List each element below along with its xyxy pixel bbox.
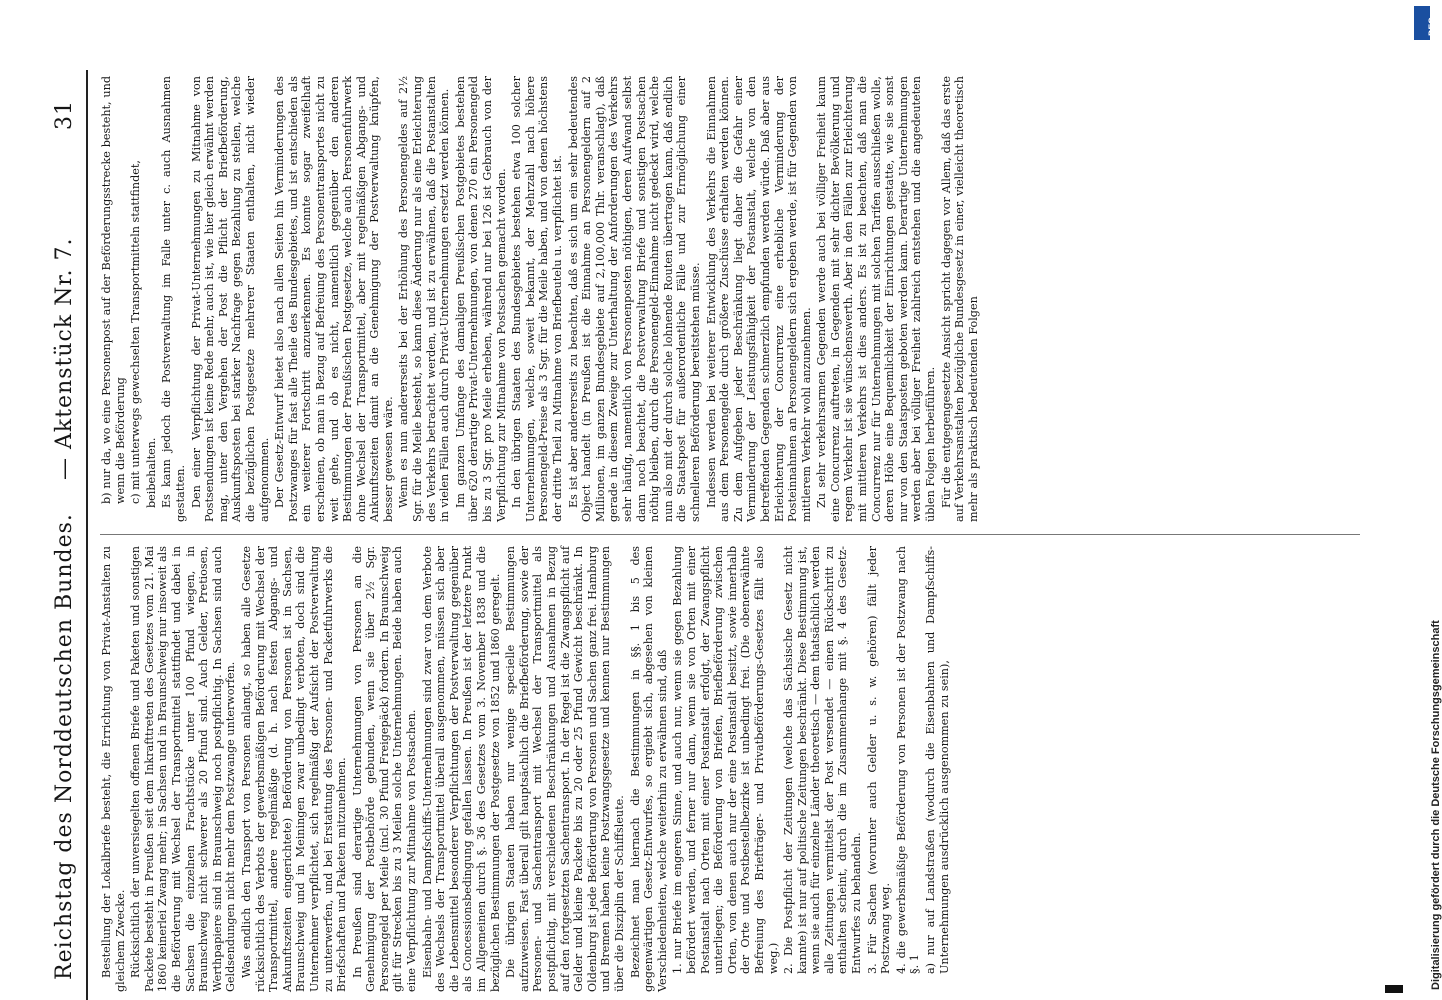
column-left-paragraph: 3. Für Sachen (worunter auch Gelder u. s. w. gehören) fällt jeder Postzwang weg. <box>865 546 893 974</box>
dfg-badge-text: DFG <box>1427 17 1437 36</box>
column-right-paragraph: c) mit unterwegs gewechselten Transportmitteln stattfindet, <box>129 160 143 504</box>
column-right-paragraph: Indessen werden bei weiterer Entwicklung des Verkehrs die Einnahmen aus dem Personengelde durch größere Zuschüsse erhalten werden können. Zu dem Aufgeben jeder Beschränkung liegt daher die Gefahr einer Verminderung der Leistungsfähigkeit der Postanstalt, welche von den betreffenden Gegenden schmerzlich empfunden werden würde. Daß aber aus Erleichterung der Concurrenz eine erhebliche Verminderung der Posteinnahmen an Personengeldern sich ergeben werde, ist für Gegenden von mittlerem Verkehr wohl anzunehmen. <box>704 76 813 522</box>
left-column <box>100 546 1360 992</box>
column-right-paragraph: Der Gesetz-Entwurf bietet also nach allen Seiten hin Verminderungen des Postzwanges für fast alle Theile des Bundesgebietes, und ist entschieden als ein weiterer Fortschritt anzuerkennen. Es konnte sogar zweifelhaft erscheinen, ob man in Bezug auf Befreiung des Personentransportes nicht zu weit gehe, und ob es nicht, namentlich gegenüber den anderen Bestimmungen der Preußischen Postgesetze, welche auch Personenfuhrwerk ohne Wechsel der Transportmittel, aber mit regelmäßigen Abgangs- und Ankunftszeiten damit an die Genehmigung der Postverwaltung knüpfen, besser gewesen wäre. <box>273 76 395 522</box>
column-left-paragraph: 2. Die Postpflicht der Zeitungen (welche das Sächsische Gesetz nicht kannte) ist nur auf politische Zeitungen beschränkt. Diese Bestimmung ist, wenn sie auch für einzelne Länder theoretisch — dem thatsächlich werden alle Zeitungen vermittelst der Post versendet — einen Rückschritt zu enthalten scheint, durch die im Zusammenhange mit §. 4 des Gesetz-Entwurfes zu behandeln. <box>782 546 864 974</box>
column-right-paragraph: Für die entgegengesetzte Ansicht spricht dagegen vor Allem, daß das erste auf Verkehrsanstalten bezügliche Bundesgesetz in einer, vielleicht theoretisch mehr als praktisch bedeutenden Folgen <box>939 76 980 522</box>
column-left-paragraph: In Preußen sind derartige Unternehmungen von Personen an die Genehmigung der Postbehörde gebunden, wenn sie über 2½ Sgr. Personengeld per Meile (incl. 30 Pfund Freigepäck) fordern. In Braunschweig gilt für Strecken bis zu 3 Meilen solche Unternehmungen. Beide haben auch eine Verpflichtung zur Mitnahme von Postsachen. <box>350 546 419 992</box>
column-left-paragraph: Was endlich den Transport von Personen anlangt, so haben alle Gesetze rücksichtlich des Verbots der gewerbsmäßigen Beförderung mit Wechsel der Transportmittel, andere regelmäßige (d. h. nach festen Abgangs- und Ankunftszeiten eingerichtete) Beförderung von Personen ist in Sachsen, Braunschweig und in Meiningen zwar unbedingt verboten, doch sind die Unternehmer verpflichtet, sich regelmäßig der Aufsicht der Postverwaltung zu unterwerfen, und bei Erstattung des Personen- und Packetfuhrwerks die Briefschaften und Paketen mitzunehmen. <box>239 546 349 992</box>
digitization-credit <box>1418 0 1442 1000</box>
column-right-paragraph: Es kann jedoch die Postverwaltung im Falle unter c. auch Ausnahmen gestatten. <box>160 76 187 522</box>
column-left-paragraph: Rücksichtlich der unversiegelten offenen Briefe und Paketen und sonstigen Packete besteht in Preußen seit dem Inkrafttreten des Gesetzes vom 21. Mai 1860 keinerlei Zwang mehr; in Sachsen und in Braunschweig nur insoweit als die Beförderung mit Wechsel der Transportmittel stattfindet und dabei in Sachsen die einzelnen Frachtstücke unter 100 Pfund wiegen, in Braunschweig nicht schwerer als 20 Pfund sind. Auch Gelder, Pretiosen, Werthpapiere sind in Braunschweig noch postpflichtig. In Sachsen sind auch Geldsendungen nicht mehr dem Postzwange unterworfen. <box>129 546 238 992</box>
column-right-paragraph: Im ganzen Umfange des damaligen Preußischen Postgebietes bestehen über 620 derartige Privat-Unternehmungen, von denen 270 ein Personengeld bis zu 3 Sgr. pro Meile erheben, während nur bei 126 ist Gebrauch von der Verpflichtung zur Mitnahme von Postsachen gemacht worden. <box>453 76 508 522</box>
right-column <box>100 76 1360 522</box>
ink-mark <box>1385 985 1403 993</box>
header-document-number: — Aktenstück Nr. 7. <box>52 237 77 480</box>
credit-text: Digitalisierung gefördert durch die Deutsche Forschungsgemeinschaft <box>1430 620 1442 990</box>
column-right-paragraph: Den einer Verpflichtung der Privat-Unternehmungen zu Mitnahme von Postsendungen ist keine Rede mehr, auch ist, wie hier gleich erwähnt werden mag, unter den Vergehen der Post die Pflicht der Briefbeförderung, Auskunftsposten bei starker Nachfrage gegen Bezahlung zu stellen, welche die bezüglichen Postgesetze mehrerer Staaten enthalten, nicht wieder aufgenommen. <box>189 76 271 522</box>
column-divider <box>100 534 1360 535</box>
column-left-paragraph: 4. die gewerbsmäßige Beförderung von Personen ist der Postzwang nach §. 1 <box>894 546 922 974</box>
dfg-badge <box>1414 6 1437 40</box>
column-left-paragraph: Bestellung der Lokalbriefe besteht, die Errichtung von Privat-Anstalten zu gleichem Zwecke. <box>100 546 127 992</box>
column-left-paragraph: Bezeichnet man hiernach die Bestimmungen in §§. 1 bis 5 des gegenwärtigen Gesetz-Entwurfes, so ergiebt sich, abgesehen von kleinen Verschiedenheiten, welche weiterhin zu erwähnen sind, daß <box>628 546 669 992</box>
column-left-paragraph: 1. nur Briefe im engeren Sinne, und auch nur, wenn sie gegen Bezahlung befördert werden, und ferner nur dann, wenn sie von Orten mit einer Postanstalt nach Orten mit einer Postanstalt erfolgt, der Zwangspflicht unterliegen; die Beförderung von Briefen, Briefbeförderung zwischen Orten, von denen auch nur der eine Postanstalt besitzt, sowie innerhalb der Orte und Postbestellbezirke ist unbedingt frei. (Die obenerwähnte Befreiung des Briefträger- und Privatbeförderungs-Gesetzes fällt also weg.) <box>671 546 780 974</box>
column-left-paragraph: a) nur auf Landstraßen (wodurch die Eisenbahnen und Dampfschiffs-Unternehmungen ausdrücklich ausgenommen zu sein), <box>924 546 951 974</box>
page-number: 31 <box>52 100 77 130</box>
column-right-paragraph: In den übrigen Staaten des Bundesgebietes bestehen etwa 100 solcher Unternehmungen, welche, soweit bekannt, der Mehrzahl nach höhere Personengeld-Preise als 3 Sgr. für die Meile haben, und von denen höchstens der dritte Theil zu Mitnahme von Briefbeutelu u. verpflichtet ist. <box>510 76 564 522</box>
column-left-paragraph: Die übrigen Staaten haben nur wenige specielle Bestimmungen aufzuweisen. Fast überall gilt hauptsächlich die Briefbeförderung, sowie der Personen- und Sachentransport mit Wechsel der Transportmittel als postpflichtig, mit verschiedenen Beschränkungen und Ausnahmen in Bezug auf den fortgesetzten Sachentransport. In der Regel ist die Zwangspflicht auf Gelder und kleine Packete bis zu 20 oder 25 Pfund Gewicht beschränkt. In Oldenburg ist jede Beförderung von Personen und Sachen ganz frei. Hamburg und Bremen haben keine Postzwangsgesetze und kennen nur Bestimmungen über die Disziplin der Schiffsleute. <box>504 546 626 992</box>
column-right-paragraph: Es ist aber andererseits zu beachten, daß es sich um ein sehr bedeutendes Object handelt (in Preußen ist die Einnahme an Personengeldern auf 2 Millionen, im ganzen Bundesgebiete auf 2,100,000 Thlr. veranschlagt), daß gerade in diesem Zweige zur Unterhaltung der Anforderungen des Verkehrs sehr häufig, namentlich von Personenposten nöthigen, deren Aufwand selbst dann noch beachtet, die Postverwaltung Briefe und sonstigen Postsachen nöthig bleiben, durch die Personengeld-Einnahme nicht gedeckt wird, welche nun also mit der durch solche lohnende Routen übertragen kann, daß endlich die Staatspost für außerordentliche Fälle und zur Ermöglichung einer schnelleren Beförderung bereitstehen müsse. <box>566 76 702 522</box>
column-right-paragraph: Zu sehr verkehrsarmen Gegenden werde auch bei völliger Freiheit kaum eine Concurrenz auftreten, in Gegenden mit sehr dichter Bevölkerung und regem Verkehr ist sie wünschenswerth. Aber in den Fällen zur Erleichterung mit mittleren Verkehrs ist dies anders. Es ist zu beachten, daß man die Concurrenz nur für Unternehmungen mit solchen Tarifen ausschließen wolle, deren Höhe eine Bequemlichkeit der Einrichtungen gestatte, wie sie sonst nur von den Staatsposten geboten werden kann. Derartige Unternehmungen werden aber bei völliger Freiheit zahlreich entstehen und die angedeuteten üblen Folgen herbeiführen. <box>815 76 938 522</box>
column-left-paragraph: Eisenbahn- und Dampfschiffs-Unternehmungen sind zwar von dem Verbote des Wechsels der Transportmittel überall ausgenommen, müssen sich aber die Lebensmittel besonderer Verpflichtungen der Postverwaltung gegenüber als Concessionsbedingung gefallen lassen. In Preußen ist der letztere Punkt im Allgemeinen durch §. 36 des Gesetzes vom 3. November 1838 und die bezüglichen Bestimmungen der Postgesetze von 1852 und 1860 geregelt. <box>420 546 502 992</box>
header-title: Reichstag des Norddeutschen Bundes. <box>52 513 77 980</box>
column-right-paragraph: Wenn es nun andererseits bei der Erhöhung des Personengeldes auf 2½ Sgr. für die Meile besteht, so kann diese Änderung nur als eine Erleichterung des Verkehrs betrachtet werden, und ist zu erwähnen, daß die Postanstalten in vielen Fällen auch durch Privat-Unternehmungen ersetzt werden können. <box>397 76 452 522</box>
column-right-paragraph: b) nur da, wo eine Personenpost auf der Beförderungsstrecke besteht, und wenn die Beförderung <box>100 76 127 504</box>
column-right-paragraph: beibehalten. <box>144 437 158 508</box>
running-header <box>46 70 88 1000</box>
rotated-page <box>30 70 1375 1000</box>
